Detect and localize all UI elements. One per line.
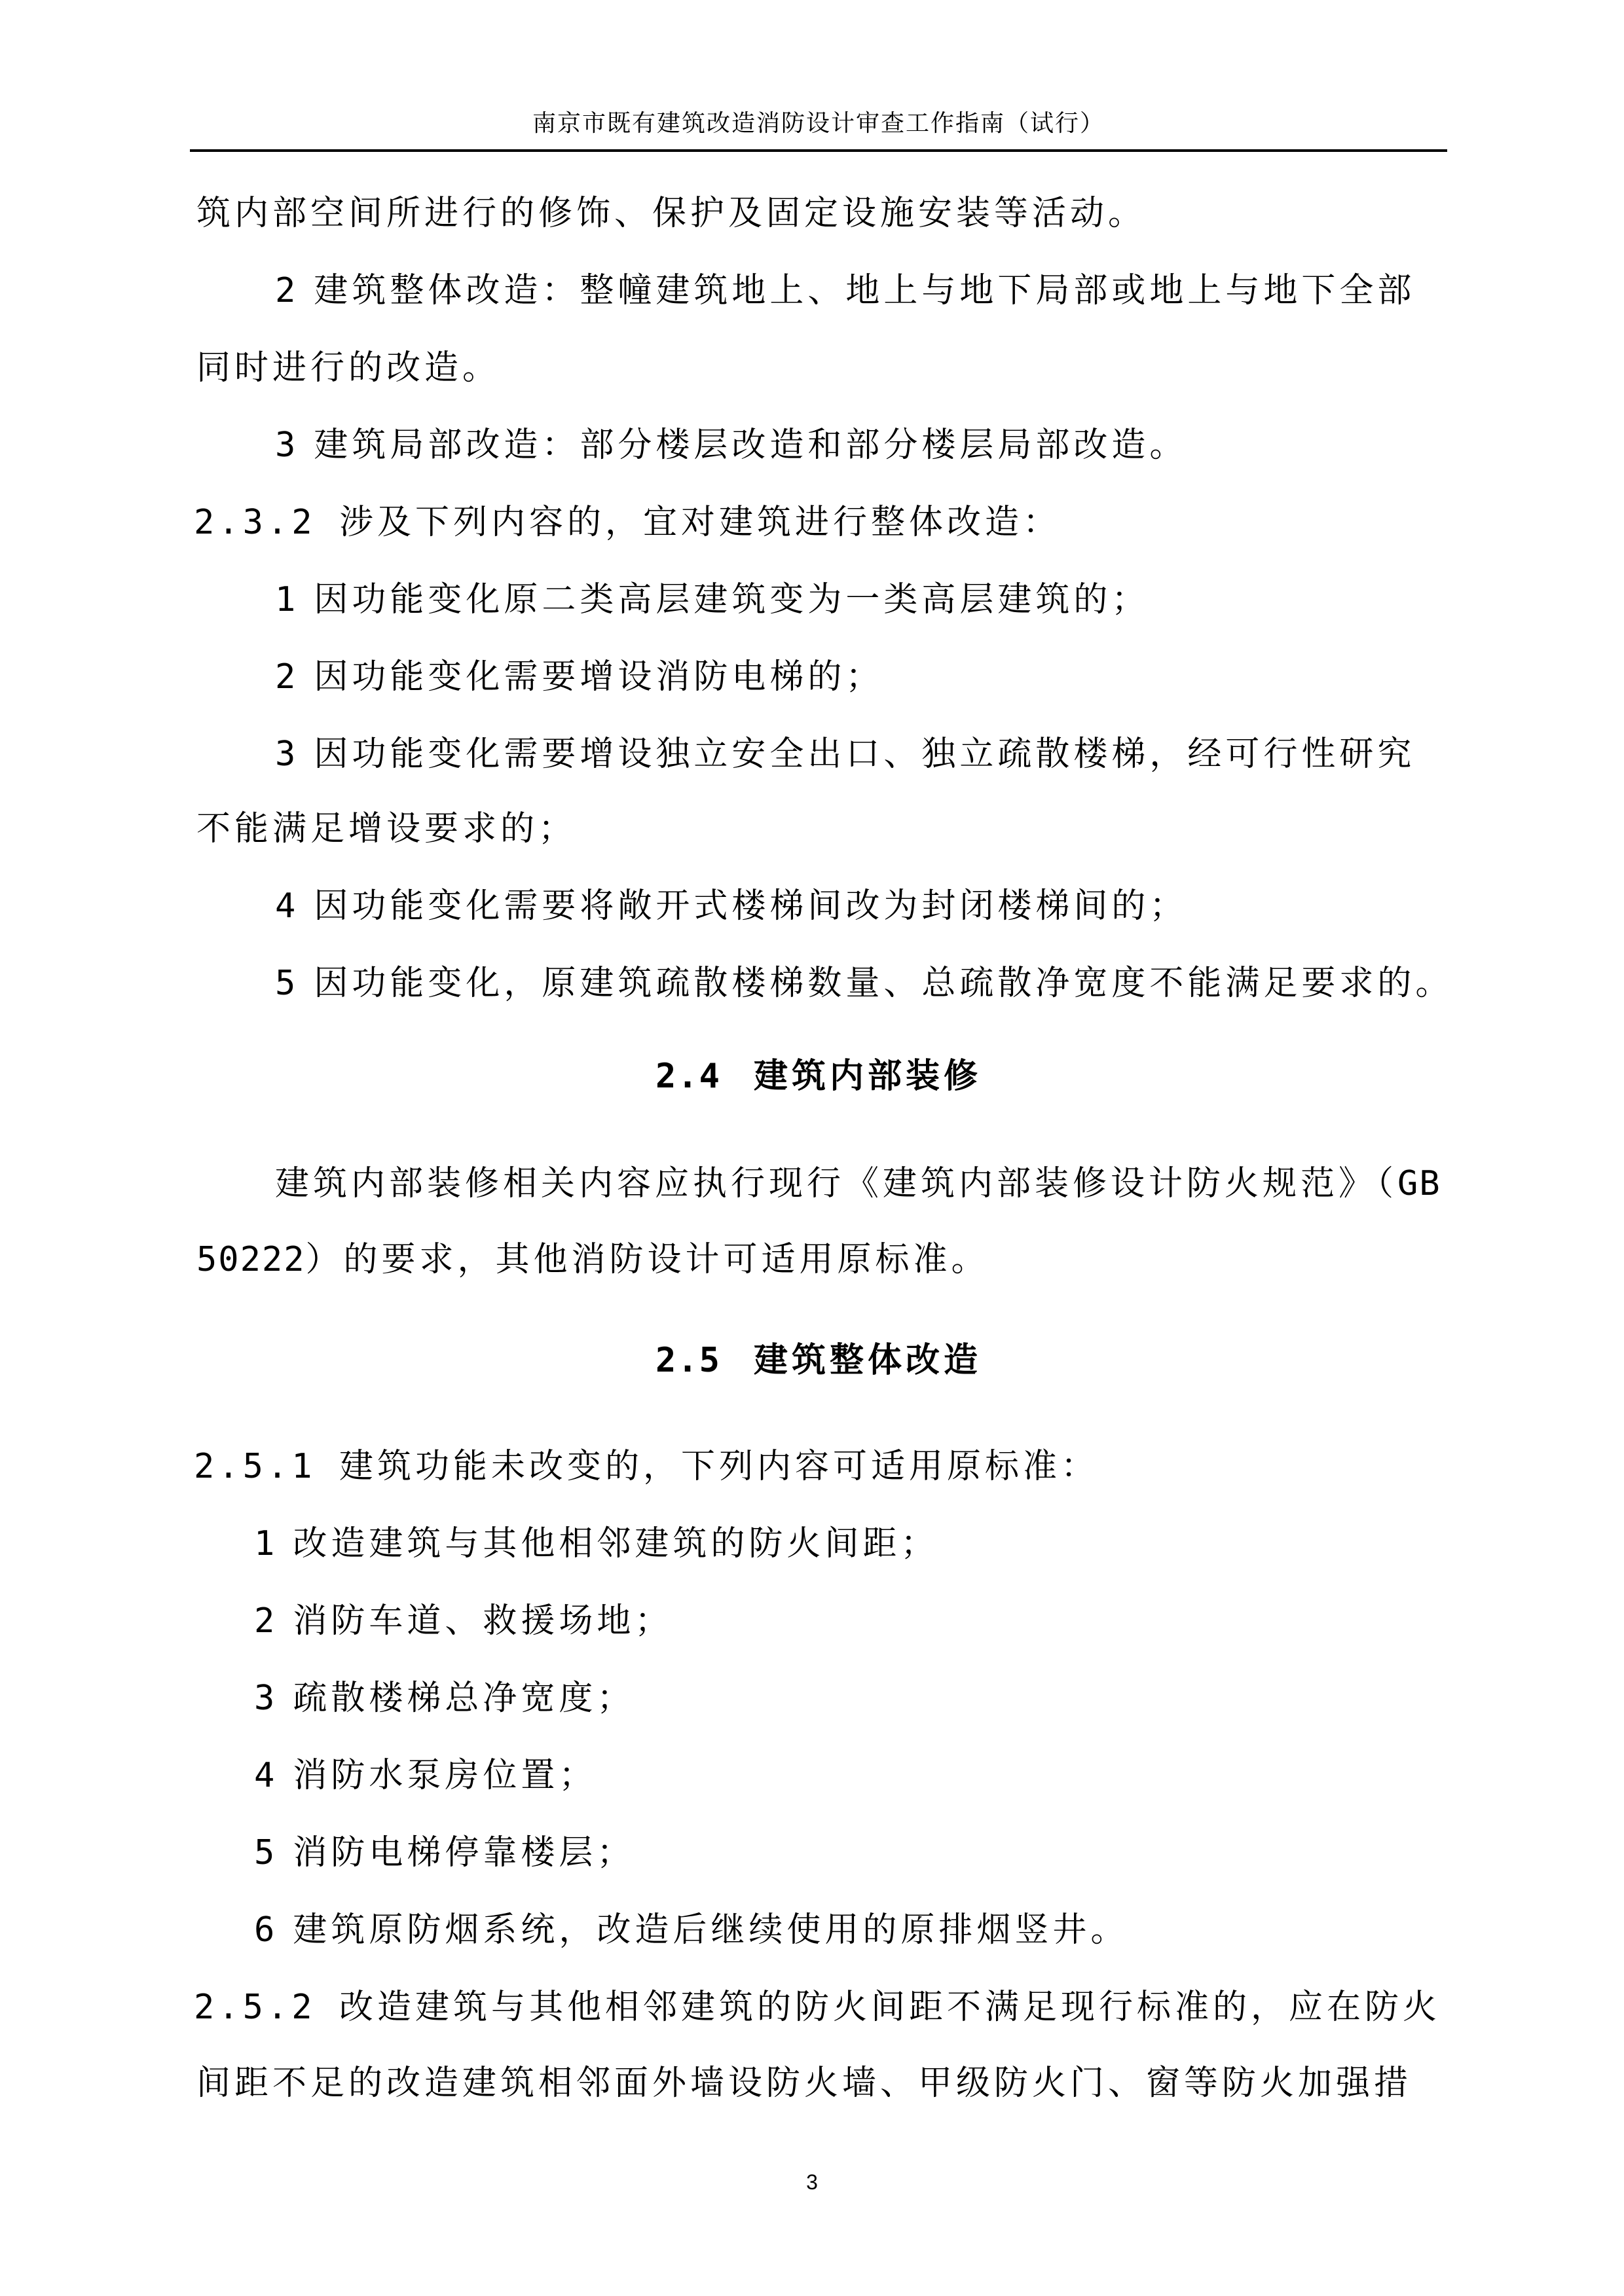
clause-2-3-2 (194, 503, 1061, 542)
clause-2-3-2-number: 2.3.2 (194, 503, 316, 542)
item-text: 建筑原防烟系统，改造后继续使用的原排烟竖井。 (293, 1910, 1129, 1950)
paragraph-continuation: 筑内部空间所进行的修饰、保护及固定设施安装等活动。 (196, 194, 1147, 233)
standard-code-prefix: GB (1397, 1164, 1441, 1203)
definition-2-text: 建筑整体改造：整幢建筑地上、地上与地下局部或地上与地下全部 (314, 271, 1416, 310)
clause-2-5-2-line-2: 间距不足的改造建筑相邻面外墙设防火墙、甲级防火门、窗等防火加强措 (196, 2064, 1412, 2103)
header-divider (190, 149, 1447, 152)
item-text: 消防电梯停靠楼层； (293, 1833, 635, 1872)
item-text: 因功能变化需要增设消防电梯的； (314, 657, 884, 697)
item-text: 疏散楼梯总净宽度； (293, 1679, 635, 1718)
clause-2-5-1-text: 建筑功能未改变的，下列内容可适用原标准： (339, 1447, 1099, 1486)
item-text: 因功能变化原二类高层建筑变为一类高层建筑的； (314, 580, 1150, 619)
document-header: 南京市既有建筑改造消防设计审查工作指南（试行） (532, 110, 1105, 137)
clause-2-5-2-text: 改造建筑与其他相邻建筑的防火间距不满足现行标准的，应在防火 (339, 1988, 1441, 2027)
clause-2-3-2-item-2 (275, 657, 884, 697)
clause-2-5-1-item-5 (254, 1833, 635, 1872)
definition-3 (275, 426, 1188, 465)
clause-2-3-2-item-1 (275, 580, 1150, 619)
clause-2-3-2-item-3 (275, 735, 1416, 774)
clause-2-5-1 (194, 1449, 1099, 1484)
item-text: 消防水泵房位置； (293, 1756, 597, 1795)
item-number: 2 (254, 1601, 279, 1641)
standard-code-number: 50222 (196, 1240, 306, 1279)
definition-2-line-1 (275, 271, 1416, 310)
clause-2-5-1-number: 2.5.1 (194, 1447, 316, 1486)
section-2-4-paragraph-line-2 (196, 1240, 989, 1279)
definition-3-number: 3 (275, 426, 300, 465)
item-number: 2 (275, 657, 300, 697)
section-2-4-paragraph-line-1 (275, 1164, 1441, 1203)
item-number: 3 (275, 735, 300, 774)
clause-2-5-1-item-4 (254, 1758, 597, 1793)
section-2-4-text: 建筑内部装修相关内容应执行现行《建筑内部装修设计防火规范》（ (275, 1164, 1398, 1203)
definition-3-text: 建筑局部改造：部分楼层改造和部分楼层局部改造。 (314, 426, 1188, 465)
clause-2-3-2-item-5 (275, 964, 1454, 1003)
clause-2-5-1-item-1 (254, 1524, 939, 1563)
item-text: 因功能变化，原建筑疏散楼梯数量、总疏散净宽度不能满足要求的。 (314, 964, 1454, 1003)
section-2-4-text-cont: ）的要求，其他消防设计可适用原标准。 (305, 1240, 989, 1279)
clause-2-3-2-item-3-continuation: 不能满足增设要求的； (196, 809, 577, 848)
item-number: 5 (275, 964, 300, 1003)
section-2-5-number: 2.5 (655, 1341, 721, 1380)
item-number: 1 (275, 580, 300, 619)
item-text: 消防车道、救援场地； (293, 1601, 673, 1641)
item-text: 改造建筑与其他相邻建筑的防火间距； (293, 1524, 939, 1563)
section-2-5-title: 建筑整体改造 (753, 1340, 982, 1380)
section-2-4-title: 建筑内部装修 (753, 1056, 982, 1096)
clause-2-3-2-text: 涉及下列内容的，宜对建筑进行整体改造： (339, 503, 1061, 542)
item-number: 3 (254, 1679, 279, 1718)
item-text: 因功能变化需要增设独立安全出口、独立疏散楼梯，经可行性研究 (314, 735, 1416, 774)
item-number: 4 (275, 886, 300, 926)
clause-2-5-2-line-1 (194, 1988, 1441, 2027)
section-2-4-number: 2.4 (655, 1057, 721, 1096)
definition-2-line-2: 同时进行的改造。 (196, 348, 501, 388)
item-number: 6 (254, 1910, 279, 1950)
section-2-4-heading (190, 1056, 1447, 1096)
clause-2-5-1-item-2 (254, 1601, 673, 1641)
page-number: 3 (806, 2170, 818, 2194)
definition-2-number: 2 (275, 271, 300, 310)
item-number: 4 (254, 1756, 279, 1795)
item-number: 5 (254, 1833, 279, 1872)
item-number: 1 (254, 1524, 279, 1563)
item-text: 因功能变化需要将敞开式楼梯间改为封闭楼梯间的； (314, 886, 1188, 926)
section-2-5-heading (190, 1340, 1447, 1380)
clause-2-5-1-item-6 (254, 1910, 1129, 1950)
clause-2-3-2-item-4 (275, 886, 1188, 926)
clause-2-5-2-number: 2.5.2 (194, 1988, 316, 2027)
clause-2-5-1-item-3 (254, 1679, 635, 1718)
